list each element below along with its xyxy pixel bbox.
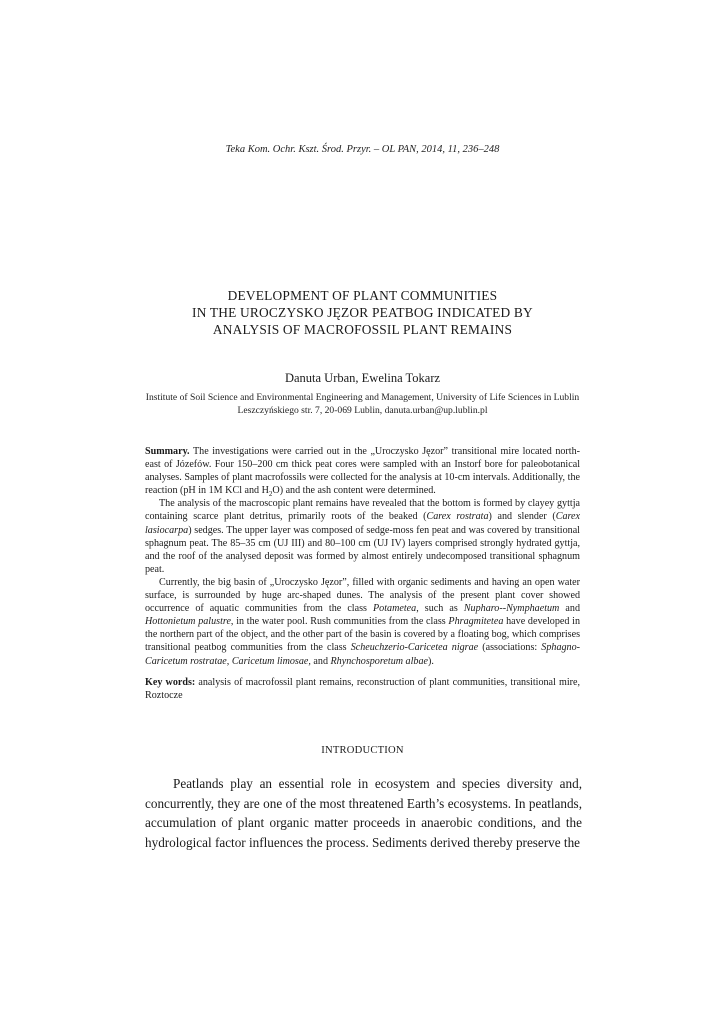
- abstract-paragraph: [145, 497, 580, 576]
- affiliation: [130, 392, 595, 417]
- abstract-text: , in the water pool. Rush communities from the class: [230, 616, 449, 628]
- body-text: [145, 774, 582, 852]
- association-names: Sphagno-Caricetum rostratae, Caricetum limosae,: [145, 642, 580, 667]
- section-heading: INTRODUCTION: [321, 745, 404, 756]
- authors: Danuta Urban, Ewelina Tokarz: [284, 371, 441, 385]
- article-title: [100, 287, 625, 338]
- abstract-text: Currently, the big basin of „Uroczysko Jęzor”, filled with organic sediments and having an open water surface, is surrounded by huge arc-shaped dunes. The analysis of the present plant cover showed occurrence of aquatic communities from the class: [145, 576, 580, 615]
- affiliation-line: Institute of Soil Science and Environmental Engineering and Management, University of Life Sciences in Lublin: [145, 392, 580, 403]
- abstract-text: and: [559, 603, 580, 615]
- community-name: Hottonietum palustre: [145, 616, 231, 628]
- affiliation-line: Leszczyńskiego str. 7, 20-069 Lublin, danuta.urban@up.lublin.pl: [237, 404, 488, 416]
- abstract-paragraph: [145, 576, 580, 668]
- body-paragraph: Peatlands play an essential role in ecosystem and species diversity and, concurrently, they are one of the most threatened Earth’s ecosystems. In peatlands, accumulation of plant organic matter proceeds in anaerobic conditions, and the hydrological factor influences the process. Sediments derived thereby preserve the: [145, 776, 582, 850]
- class-name: Potametea: [373, 603, 417, 615]
- association-name: Rhynchosporetum albae: [330, 655, 428, 667]
- abstract-text: ) sedges. The upper layer was composed of sedge-moss fen peat and was covered by transitional sphagnum peat. The 85–35 cm (UJ III) and 80–100 cm (UJ IV) layers comprised strongly hydrated gyttja, and the roof of the analysed deposit was formed by almost entirely undecomposed transitional sphagnum peat.: [145, 524, 580, 575]
- keywords: [145, 676, 580, 702]
- abstract-text: have developed in the northern part of the object, and the other part of the basin is covered by a floating bog, which comprises transitional peatbog communities from the class: [145, 616, 580, 654]
- journal-reference: Teka Kom. Ochr. Kszt. Środ. Przyr. – OL PAN, 2014, 11, 236–248: [225, 144, 500, 155]
- abstract-text: ) and slender (: [488, 511, 556, 523]
- community-name: Nupharo--Nymphaetum: [463, 603, 560, 615]
- keywords-text: analysis of macrofossil plant remains, reconstruction of plant communities, transitional mire, Roztocze: [145, 676, 580, 701]
- abstract-paragraph: [145, 445, 580, 497]
- abstract-text: and: [310, 655, 331, 667]
- abstract: [145, 445, 580, 702]
- title-line: DEVELOPMENT OF PLANT COMMUNITIES: [227, 288, 498, 303]
- subscript: 2: [268, 490, 273, 499]
- species-name: Carex lasiocarpa: [145, 511, 581, 536]
- title-line: ANALYSIS OF MACROFOSSIL PLANT REMAINS: [212, 322, 513, 337]
- title-line: IN THE UROCZYSKO JĘZOR PEATBOG INDICATED BY: [192, 305, 533, 320]
- summary-label: Summary.: [145, 446, 190, 457]
- abstract-text: (associations:: [478, 642, 542, 654]
- class-name: Phragmitetea: [448, 616, 504, 628]
- abstract-text: O) and the ash content were determined.: [272, 485, 436, 497]
- abstract-text: The investigations were carried out in the „Uroczysko Jęzor” transitional mire located north-east of Józefów. Four 150–200 cm thick peat cores were sampled with an Instorf bore for paleobotanical analyses. Samples of plant macrofossils were collected for the analysis at 10-cm intervals. Additionally, the reaction (pH in 1M KCl and H: [145, 446, 580, 497]
- abstract-text: The analysis of the macroscopic plant remains have revealed that the bottom is formed by clayey gyttja containing scarce plant detritus, primarily roots of the beaked (: [145, 498, 580, 523]
- abstract-text: ).: [427, 655, 434, 667]
- class-name: Scheuchzerio-Caricetea nigrae: [350, 642, 479, 654]
- species-name: Carex rostrata: [426, 511, 489, 523]
- abstract-text: , such as: [416, 603, 464, 615]
- keywords-label: Key words:: [145, 676, 196, 688]
